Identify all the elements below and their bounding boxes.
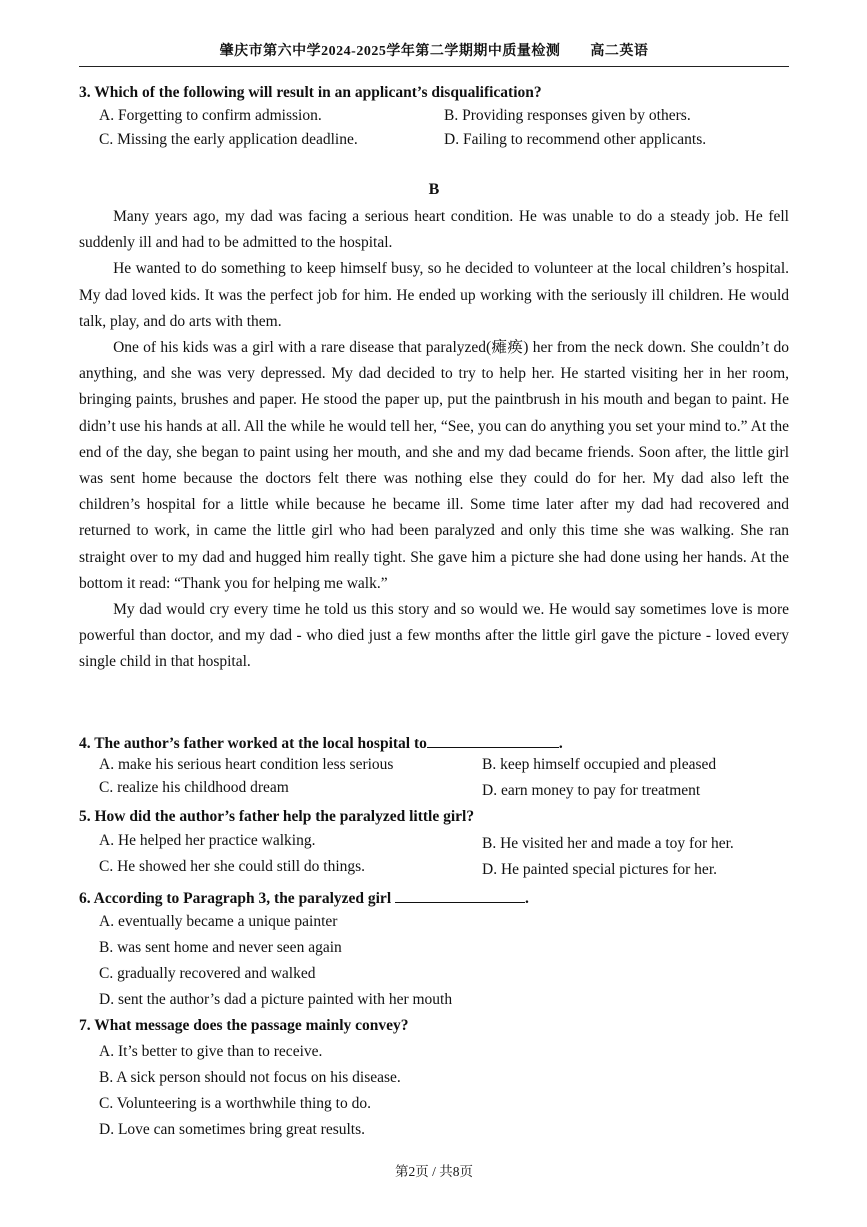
passage-paragraph-1: Many years ago, my dad was facing a serious heart condition. He was unable to do a steady job. He fell suddenly ill and had to be admitted to the hospital. xyxy=(79,208,789,252)
question-6-stem xyxy=(79,887,529,908)
question-5-option-c[interactable]: C. He showed her she could still do things. xyxy=(99,858,366,875)
header-divider xyxy=(79,66,789,67)
question-5-option-a[interactable]: A. He helped her practice walking. xyxy=(99,832,316,849)
question-4-option-a[interactable]: A. make his serious heart condition less serious xyxy=(99,756,394,773)
question-7-option-d[interactable]: D. Love can sometimes bring great results. xyxy=(99,1121,366,1138)
exam-title: 肇庆市第六中学2024-2025学年第二学期期中质量检测 xyxy=(219,44,561,59)
question-4-option-c[interactable]: C. realize his childhood dream xyxy=(99,779,289,796)
question-4-text: 4. The author’s father worked at the local hospital to xyxy=(79,735,427,752)
question-4-option-d[interactable]: D. earn money to pay for treatment xyxy=(482,782,701,799)
question-3-stem: 3. Which of the following will result in an applicant’s disqualification? xyxy=(79,84,542,101)
answer-blank xyxy=(427,732,559,748)
page-number: 第2页 / 共8页 xyxy=(394,1164,473,1179)
question-7-option-b[interactable]: B. A sick person should not focus on his disease. xyxy=(99,1069,401,1086)
question-6-option-c[interactable]: C. gradually recovered and walked xyxy=(99,965,316,982)
question-4-stem xyxy=(79,732,563,753)
question-5-option-d[interactable]: D. He painted special pictures for her. xyxy=(482,861,717,878)
question-6-text: 6. According to Paragraph 3, the paralyzed girl xyxy=(79,890,392,907)
question-4-end: . xyxy=(558,735,563,752)
question-6-option-a[interactable]: A. eventually became a unique painter xyxy=(99,913,338,930)
passage-paragraph-3: One of his kids was a girl with a rare disease that paralyzed(瘫痪) her from the neck down. She couldn’t do anything, and she was very depressed. My dad decided to try to help her. He started visiting her in her room, bringing paints, brushes and paper. He stood the paper up, put the paintbrush in his mouth and began to paint. He didn’t use his hands at all. All the while he would tell her, “See, you can do anything you set your mind to.” At the end of the day, she began to paint using her mouth, and she and my dad became friends. Soon after, the little girl was sent home because the doctors felt there was nothing else they could do for her. My dad also left the children’s hospital for a little while because he became ill. Some time later after my dad had recovered and returned to work, in came the little girl who had been paralyzed and only this time she was walking. She ran straight over to my dad and hugged him really tight. She gave him a picture she had done using her hands. At the bottom it read: “Thank you for helping me walk.” xyxy=(79,339,789,592)
subject-label: 高二英语 xyxy=(590,44,649,59)
question-4-option-b[interactable]: B. keep himself occupied and pleased xyxy=(482,756,717,773)
question-3-option-c[interactable]: C. Missing the early application deadline. xyxy=(99,131,358,148)
question-5-stem: 5. How did the author’s father help the paralyzed little girl? xyxy=(79,808,475,825)
question-7-option-c[interactable]: C. Volunteering is a worthwhile thing to do. xyxy=(99,1095,371,1112)
question-7-stem: 7. What message does the passage mainly convey? xyxy=(79,1017,409,1034)
answer-blank xyxy=(395,887,525,903)
passage-paragraph-4: My dad would cry every time he told us this story and so would we. He would say sometimes love is more powerful than doctor, and my dad - who died just a few months after the little girl gave the picture - loved every single child in that hospital. xyxy=(79,601,789,671)
question-3-option-a[interactable]: A. Forgetting to confirm admission. xyxy=(99,107,322,124)
question-6-end: . xyxy=(525,890,529,907)
question-5-option-b[interactable]: B. He visited her and made a toy for her. xyxy=(482,835,734,852)
passage-b-body xyxy=(79,204,789,676)
question-6-option-d[interactable]: D. sent the author’s dad a picture painted with her mouth xyxy=(99,991,453,1008)
passage-paragraph-2: He wanted to do something to keep himself busy, so he decided to volunteer at the local children’s hospital. My dad loved kids. It was the perfect job for him. He ended up working with the seriously ill children. He would talk, play, and do arts with them. xyxy=(79,260,789,330)
passage-b-title: B xyxy=(428,181,440,198)
question-3-option-d[interactable]: D. Failing to recommend other applicants. xyxy=(444,131,707,148)
question-7-option-a[interactable]: A. It’s better to give than to receive. xyxy=(99,1043,323,1060)
question-3-option-b[interactable]: B. Providing responses given by others. xyxy=(444,107,691,124)
question-6-option-b[interactable]: B. was sent home and never seen again xyxy=(99,939,342,956)
page-header xyxy=(79,40,789,60)
